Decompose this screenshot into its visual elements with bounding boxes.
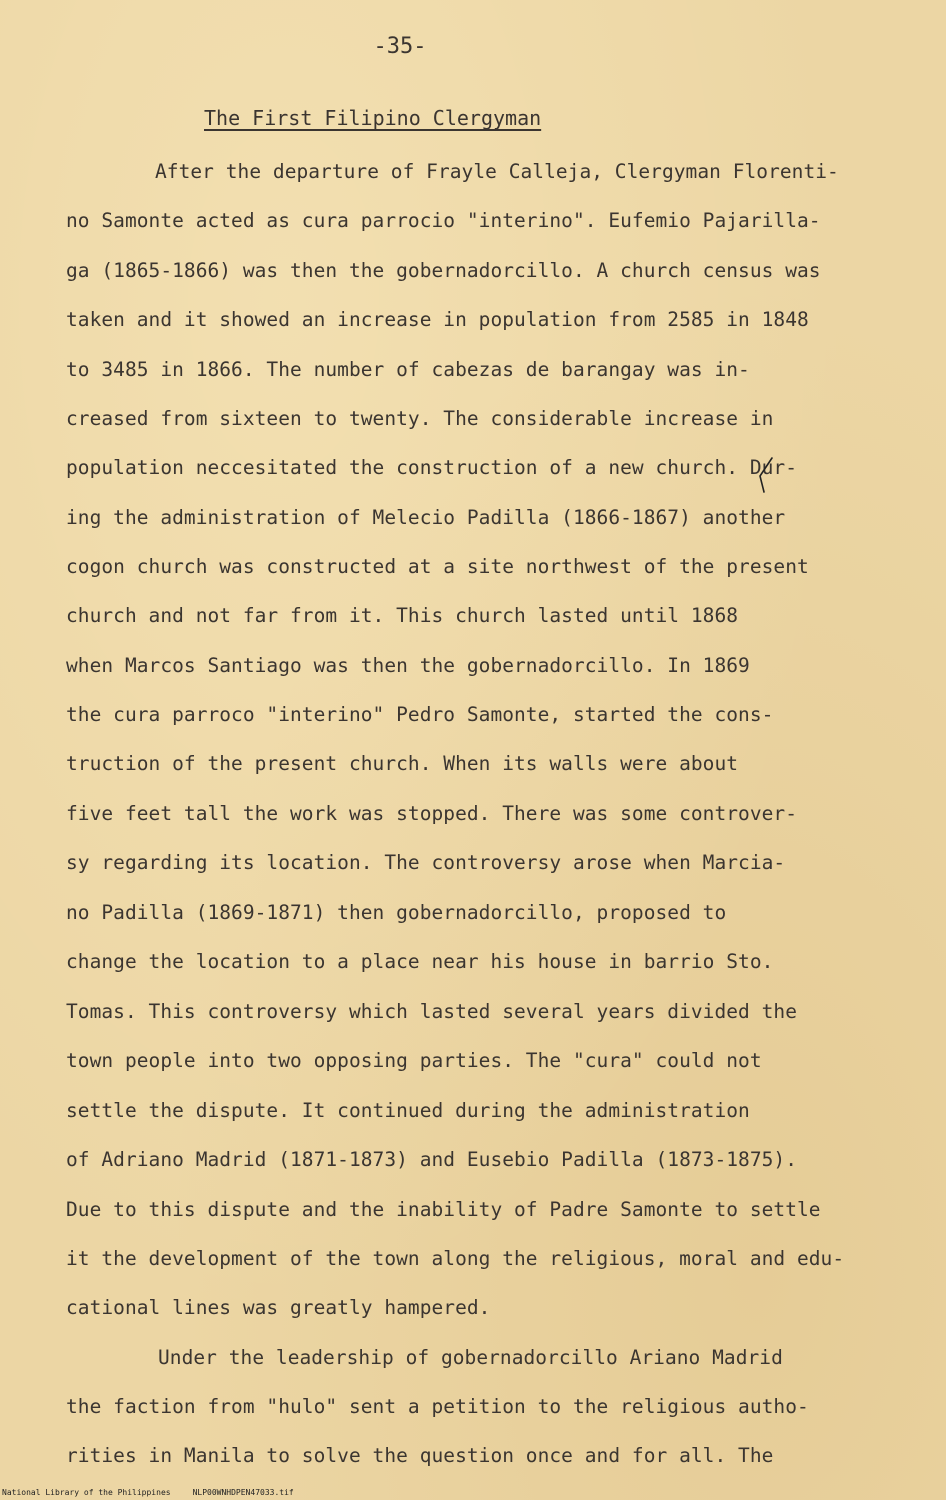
text-line: change the location to a place near his house in barrio Sto. — [66, 950, 774, 973]
text-line: no Padilla (1869-1871) then gobernadorcillo, proposed to — [66, 901, 727, 924]
text-line: settle the dispute. It continued during the administration — [66, 1099, 750, 1122]
text-line: church and not far from it. This church lasted until 1868 — [66, 604, 739, 627]
text-line: the cura parroco "interino" Pedro Samonte, started the cons- — [66, 703, 774, 726]
text-line: After the departure of Frayle Calleja, Clergyman Florenti- — [155, 160, 839, 183]
text-line: sy regarding its location. The controversy arose when Marcia- — [66, 851, 786, 874]
scan-footer — [2, 1488, 294, 1497]
text-line: Due to this dispute and the inability of Padre Samonte to settle — [66, 1198, 821, 1221]
handwritten-check-mark-icon — [756, 456, 778, 496]
section-title: The First Filipino Clergyman — [204, 106, 542, 130]
text-line: ing the administration of Melecio Padilla (1866-1867) another — [66, 506, 786, 529]
text-line: town people into two opposing parties. The "cura" could not — [66, 1049, 762, 1072]
text-line: to 3485 in 1866. The number of cabezas de barangay was in- — [66, 358, 750, 381]
file-name: NLP00WNHDPEN47033.tif — [192, 1488, 294, 1497]
text-line: creased from sixteen to twenty. The considerable increase in — [66, 407, 774, 430]
text-line: when Marcos Santiago was then the gobernadorcillo. In 1869 — [66, 654, 750, 677]
text-line: taken and it showed an increase in population from 2585 in 1848 — [66, 308, 809, 331]
text-line: of Adriano Madrid (1871-1873) and Eusebio Padilla (1873-1875). — [66, 1148, 797, 1171]
text-line: rities in Manila to solve the question once and for all. The — [66, 1444, 774, 1467]
page-number: -35- — [373, 34, 427, 59]
text-line: five feet tall the work was stopped. There was some controver- — [66, 802, 797, 825]
library-credit: National Library of the Philippines — [2, 1488, 171, 1497]
text-line: Tomas. This controversy which lasted several years divided the — [66, 1000, 797, 1023]
text-line: truction of the present church. When its walls were about — [66, 752, 739, 775]
text-line: Under the leadership of gobernadorcillo Ariano Madrid — [158, 1346, 783, 1369]
text-line: population neccesitated the construction of a new church. Dur- — [66, 456, 797, 479]
text-line: cational lines was greatly hampered. — [66, 1296, 491, 1319]
text-line: cogon church was constructed at a site northwest of the present — [66, 555, 809, 578]
text-line: the faction from "hulo" sent a petition to the religious autho- — [66, 1395, 809, 1418]
text-line: no Samonte acted as cura parrocio "interino". Eufemio Pajarilla- — [66, 209, 821, 232]
text-line: it the development of the town along the religious, moral and edu- — [66, 1247, 845, 1270]
text-line: ga (1865-1866) was then the gobernadorcillo. A church census was — [66, 259, 821, 282]
